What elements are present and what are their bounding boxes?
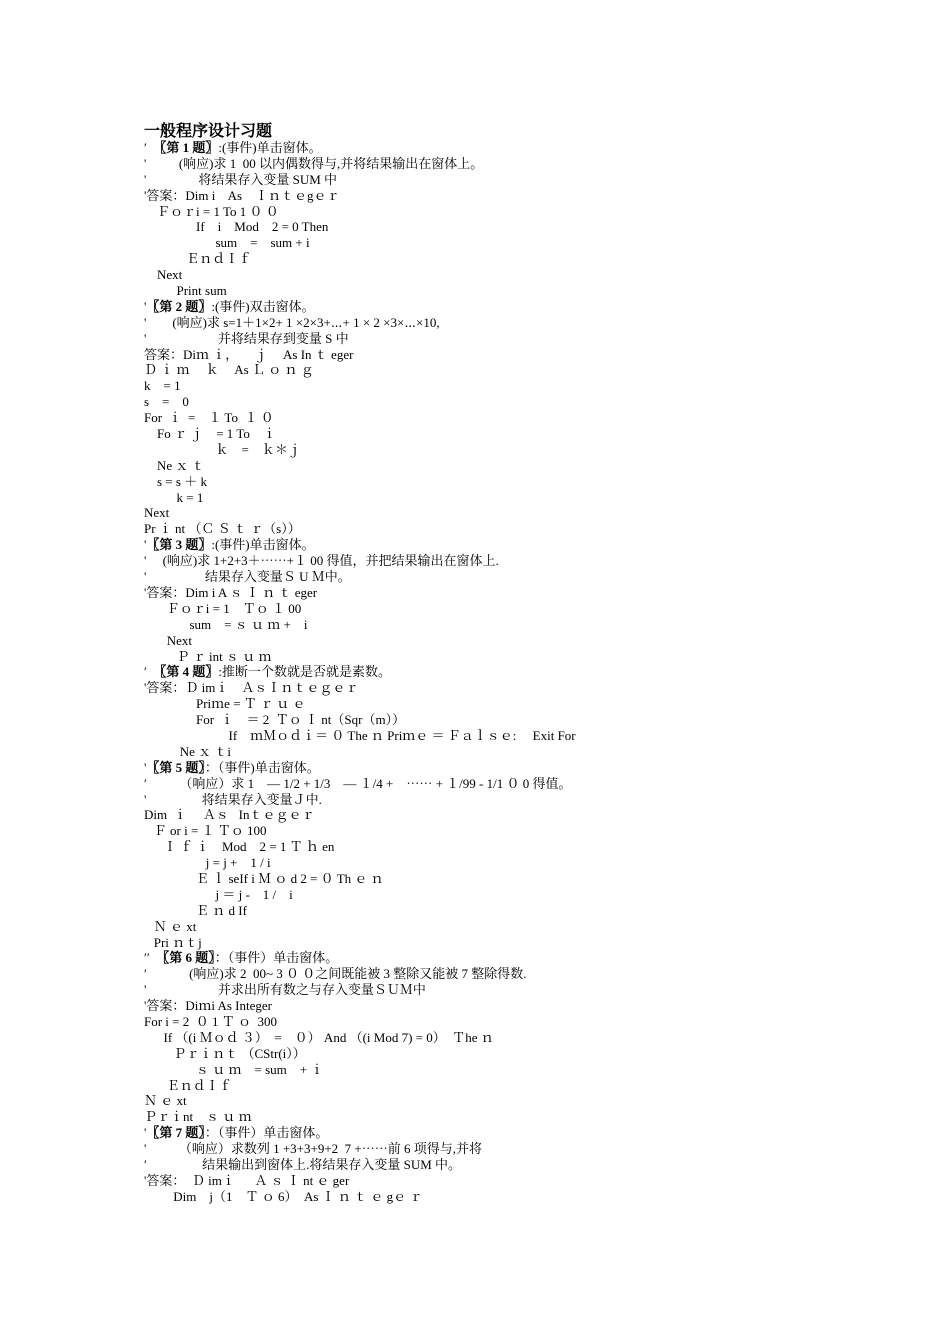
text-line bbox=[144, 664, 934, 680]
text-line: ' 并将结果存到变量 S 中 bbox=[144, 330, 349, 346]
text-line: ' (响应)求 1 00 以内偶数得与,并将结果输出在窗体上。 bbox=[144, 155, 484, 171]
text-line: ｋ = ｋ＊ｊ bbox=[144, 441, 301, 457]
text-line-rest: ：（事件）单击窗体。 bbox=[214, 950, 339, 966]
text-line: Ｄ ｉ ｍ ｋ As Ｌ ｏ ｎ ｇ bbox=[144, 362, 314, 378]
text-line-prefix: ′′ bbox=[144, 950, 157, 966]
text-line: ' 结果存入变量Ｓ U Ｍ中。 bbox=[144, 569, 351, 585]
text-line: For i = 2 ０ 1 Ｔ ｏ 300 bbox=[144, 1013, 278, 1029]
text-line: If （(i Ｍｏｄ ３） = ０） And （(i Mod 7) = 0） Ｔhe ｎ bbox=[144, 1029, 494, 1045]
text-line-rest: :(事件)双击窗体。 bbox=[211, 298, 315, 314]
text-line bbox=[144, 760, 934, 776]
text-line: j = j + 1 / i bbox=[144, 855, 271, 871]
text-line: Ｆｏｒi = 1 To 1 ０ ０ bbox=[144, 203, 279, 219]
text-line: sum = ｓ ｕ ｍ + i bbox=[144, 616, 308, 632]
problem-heading: 〖第 3 题〗 bbox=[146, 537, 212, 553]
text-line-prefix: ′ bbox=[144, 140, 154, 155]
text-line-prefix: ' bbox=[144, 537, 147, 553]
text-line-prefix: ' bbox=[144, 298, 147, 314]
text-line-rest: ：（事件)单击窗体。 bbox=[204, 759, 320, 775]
text-line: Print sum bbox=[144, 283, 227, 299]
text-line-rest: :推断一个数就是否就是素数。 bbox=[218, 664, 391, 680]
text-line: ＥｎｄＩｆ bbox=[144, 251, 252, 267]
text-line: For ｉ ＝ 2 Ｔｏ Ｉ nt（Sqr（m）） bbox=[144, 712, 406, 728]
text-line: Dim ｉ Ａｓ Inｔｅｇｅｒ bbox=[144, 807, 315, 823]
text-line: k = 1 bbox=[144, 489, 204, 505]
text-line bbox=[144, 950, 934, 966]
document-body bbox=[144, 140, 934, 1205]
text-line bbox=[144, 1125, 934, 1141]
text-line: Next bbox=[144, 267, 183, 283]
text-line: s = s ＋ k bbox=[144, 473, 207, 489]
text-line: Ｅ ｎ d If bbox=[144, 902, 247, 918]
text-line: Ｎ ｅ xt bbox=[144, 918, 197, 934]
text-line: 答案：Diｍ ｉ， ｊ As In ｔ eger bbox=[144, 346, 354, 362]
text-line-prefix: ′ bbox=[144, 664, 154, 680]
text-line: ' 并求出所有数之与存入变量ＳＵＭ中 bbox=[144, 982, 426, 998]
problem-heading: 〖第 1 题〗 bbox=[153, 140, 219, 155]
text-line: ' 将结果存入变量Ｊ中. bbox=[144, 791, 322, 807]
text-line bbox=[144, 537, 934, 553]
text-line: Ｎ ｅ xt bbox=[144, 1093, 187, 1109]
text-line: Next bbox=[144, 632, 193, 648]
text-line: If i Mod 2 = 0 Then bbox=[144, 219, 329, 235]
text-line: sum = sum + i bbox=[144, 235, 310, 251]
text-line: Ｉ ｆ ｉ Mod 2 = 1 Ｔ ｈ en bbox=[144, 839, 335, 855]
text-line: Ｐｒｉnt ｓ ｕ ｍ bbox=[144, 1109, 252, 1125]
text-line: ′ 结果输出到窗体上.将结果存入变量 SUM 中。 bbox=[144, 1157, 462, 1172]
text-line: ' (响应)求 s=1＋1×2+ 1 ×2×3+⋯+ 1 × 2 ×3×⋯×10, bbox=[144, 314, 440, 330]
text-line: ′ （响应）求 1 — 1/2 + 1/3 — １/4 + ⋯⋯ + １/99 - 1/1 ０ 0 得值。 bbox=[144, 775, 572, 791]
text-line: j ＝ j - 1 / i bbox=[144, 886, 293, 902]
text-line: '答案：Dim i A ｓ Ｉ ｎ ｔ eger bbox=[144, 584, 318, 600]
text-line: Ｆｏｒi = 1 Ｔｏ １ 00 bbox=[144, 600, 302, 616]
text-line: Ｅ ｌ seIf i Ｍ ｏ d 2 = ０ Th ｅ ｎ bbox=[144, 870, 384, 886]
text-line: Priｍe = Ｔ ｒ ｕ ｅ bbox=[144, 696, 306, 712]
text-line: ＥｎｄＩｆ bbox=[144, 1077, 232, 1093]
text-line-prefix: ' bbox=[144, 1125, 147, 1141]
text-line bbox=[144, 299, 934, 315]
problem-heading: 〖第 6 题〗 bbox=[156, 950, 215, 966]
text-line: Ne ｘ ｔi bbox=[144, 743, 232, 759]
text-line: ' （响应）求数列 1 +3+3+9+2 7 +⋯⋯前 6 项得与,并将 bbox=[144, 1141, 483, 1157]
text-line-rest: :(事件)单击窗体。 bbox=[218, 140, 322, 155]
text-line: k = 1 bbox=[144, 378, 181, 394]
text-line: For ｉ = １ To １ ０ bbox=[144, 410, 274, 426]
text-line: Next bbox=[144, 505, 170, 521]
text-line: '答案： Ｄ imｉ Ａ ｓ Ｉ nt ｅ ger bbox=[144, 1172, 350, 1188]
text-line: ′ (响应)求 2 00~ 3 ０ ０之间既能被 3 整除又能被 7 整除得数. bbox=[144, 966, 527, 982]
text-line-rest: ：（事件）单击窗体。 bbox=[204, 1125, 329, 1141]
text-line: Fo ｒ ｊ = 1 To ｉ bbox=[144, 426, 276, 442]
text-line: If ｍＭｏｄｉ＝ ０ The ｎ Priｍｅ ＝ Ｆａｌｓｅ: Exit For bbox=[144, 727, 576, 743]
text-line: ' (响应)求 1+2+3＋⋯⋯+１ 00 得值，并把结果输出在窗体上. bbox=[144, 553, 499, 569]
problem-heading: 〖第 5 题〗 bbox=[146, 759, 205, 775]
text-line: Ne ｘ ｔ bbox=[144, 457, 205, 473]
text-line bbox=[144, 140, 934, 156]
text-line-rest: :(事件)单击窗体。 bbox=[211, 537, 315, 553]
text-line: '答案：Ｄ imｉ ＡｓＩｎｔｅｇｅｒ bbox=[144, 680, 359, 696]
text-line: ' 将结果存入变量 SUM 中 bbox=[144, 171, 338, 187]
document-title: 一般程序设计习题 bbox=[144, 123, 273, 140]
text-line: Ｐ ｒ int ｓ ｕ ｍ bbox=[144, 648, 272, 664]
text-line: Pr ｉ nt （Ｃ Ｓ ｔ ｒ（s）） bbox=[144, 521, 301, 537]
problem-heading: 〖第 2 题〗 bbox=[146, 298, 212, 314]
text-line: Pri ｎｔj bbox=[144, 934, 202, 950]
text-line: Ｐｒｉｎｔ （CStr(i）） bbox=[144, 1045, 306, 1061]
text-line: ｓ ｕ ｍ = sum + ｉ bbox=[144, 1061, 324, 1077]
text-line: Dim j（1 Ｔ ｏ 6） As Ｉ ｎ ｔ ｅ gｅ ｒ bbox=[144, 1188, 423, 1204]
text-line-prefix: ' bbox=[144, 759, 147, 775]
problem-heading: 〖第 4 题〗 bbox=[153, 664, 219, 680]
problem-heading: 〖第 7 题〗 bbox=[146, 1125, 205, 1141]
text-line: '答案：Diｍi As Integer bbox=[144, 998, 272, 1014]
text-line: '答案：Dim i As Ｉｎｔｅgｅｒ bbox=[144, 187, 340, 203]
text-line: Ｆ or i = １ Ｔｏ 100 bbox=[144, 823, 267, 839]
text-line: s = 0 bbox=[144, 394, 189, 410]
